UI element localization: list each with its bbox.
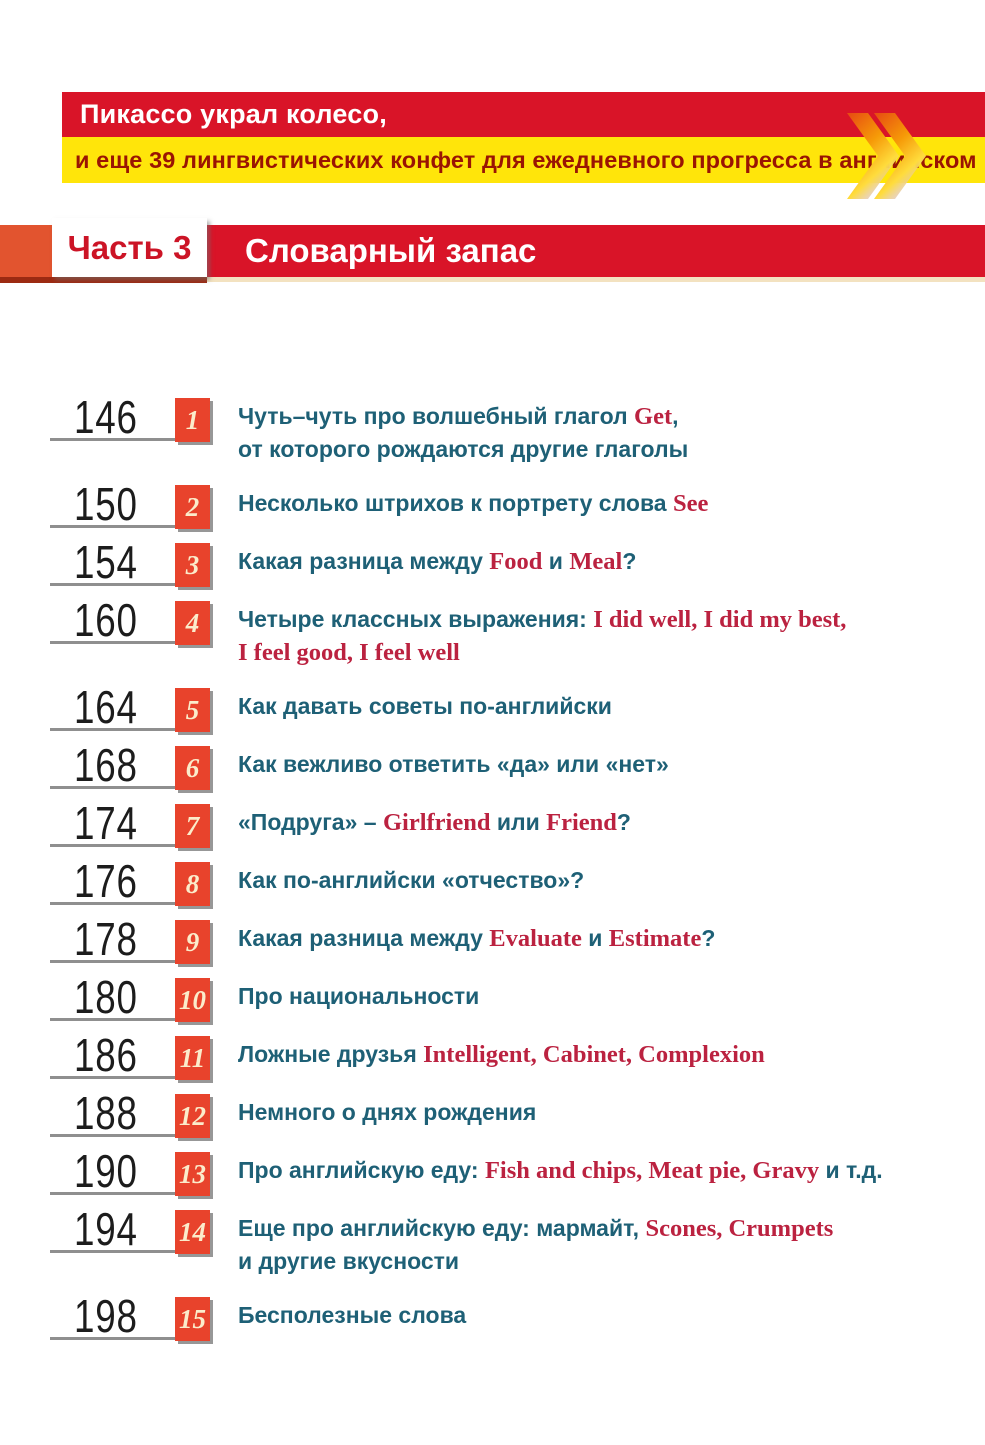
chapter-title [238, 394, 688, 466]
toc-entry [50, 797, 955, 849]
toc-entry [50, 391, 955, 466]
page-number-cell [50, 1203, 210, 1255]
title-text: и [581, 925, 609, 951]
title-english-term: Friend [546, 809, 617, 836]
title-english-term: Scones, Crumpets [645, 1215, 834, 1242]
page-number: 188 [74, 1087, 138, 1139]
page-number: 190 [74, 1145, 138, 1197]
title-text: Как по-английски «отчество»? [238, 867, 585, 893]
chapter-number-badge: 3 [175, 543, 210, 587]
page-number-cell [50, 391, 210, 443]
toc-entry [50, 855, 955, 907]
toc-entry [50, 536, 955, 588]
title-text: ? [622, 548, 637, 574]
toc-list [50, 391, 955, 1351]
chapter-number-badge: 5 [175, 688, 210, 732]
page-number-cell [50, 1290, 210, 1342]
toc-entry [50, 1029, 955, 1081]
part-label-card [52, 218, 207, 277]
chapter-number-badge: 6 [175, 746, 210, 790]
page-number: 146 [74, 391, 138, 443]
page-number: 174 [74, 797, 138, 849]
page-number: 154 [74, 536, 138, 588]
title-text: Четыре классных выражения: [238, 606, 594, 632]
title-english-term: I feel good, I feel well [238, 639, 460, 666]
chapter-number-badge: 12 [175, 1094, 210, 1138]
chapter-number-badge: 10 [175, 978, 210, 1022]
chapter-title [238, 1293, 466, 1332]
page-number: 168 [74, 739, 138, 791]
page-number-cell [50, 536, 210, 588]
title-text: Как вежливо ответить «да» или «нет» [238, 751, 669, 777]
chapter-title [238, 1206, 833, 1278]
toc-entry [50, 739, 955, 791]
banner-title: Пикассо украл колесо, [80, 99, 387, 129]
title-text: от которого рождаются другие глаголы [238, 436, 689, 462]
page-number-cell [50, 594, 210, 646]
title-text: и [542, 548, 570, 574]
toc-entry [50, 478, 955, 530]
chapter-title [238, 684, 612, 723]
chapter-title [238, 539, 636, 578]
chapter-number-badge: 15 [175, 1297, 210, 1341]
toc-entry [50, 971, 955, 1023]
section-title-bar [207, 225, 985, 282]
title-text: Бесполезные слова [238, 1302, 467, 1328]
chapter-number-badge: 14 [175, 1210, 210, 1254]
title-text: Чуть–чуть про волшебный глагол [238, 403, 635, 429]
chapter-title [238, 1148, 883, 1187]
chapter-title [238, 800, 631, 839]
chapter-title [238, 481, 708, 520]
page-number-cell [50, 478, 210, 530]
chapter-number-badge: 1 [175, 398, 210, 442]
page-number: 160 [74, 594, 138, 646]
title-text: «Подруга» – [238, 809, 383, 835]
title-text: Какая разница между [238, 548, 490, 574]
toc-entry [50, 1087, 955, 1139]
chapter-title [238, 974, 479, 1013]
page-number-cell [50, 1145, 210, 1197]
chapter-number-badge: 8 [175, 862, 210, 906]
title-english-term: See [672, 490, 709, 517]
double-chevron-right-icon [847, 113, 927, 199]
page-number-cell [50, 797, 210, 849]
title-english-term: Food [489, 548, 543, 575]
page-number: 194 [74, 1203, 138, 1255]
title-text: Как давать советы по-английски [238, 693, 612, 719]
title-english-term: Meal [569, 548, 623, 575]
toc-entry [50, 594, 955, 669]
page-number: 198 [74, 1290, 138, 1342]
chapter-title [238, 1032, 765, 1071]
title-english-term: Girlfriend [382, 809, 491, 836]
title-english-term: Get [634, 403, 673, 430]
chapter-number-badge: 11 [175, 1036, 210, 1080]
chapter-number-badge: 7 [175, 804, 210, 848]
title-text: , [672, 403, 679, 429]
title-text: и т.д. [819, 1157, 883, 1183]
header-banner [62, 92, 985, 183]
page-number-cell [50, 1029, 210, 1081]
title-text: Несколько штрихов к портрету слова [238, 490, 673, 516]
page-number: 164 [74, 681, 138, 733]
chapter-title [238, 858, 584, 897]
title-english-term: I did well, I did my best, [593, 606, 847, 633]
toc-entry [50, 1145, 955, 1197]
chapter-number-badge: 2 [175, 485, 210, 529]
title-text: Про английскую еду: [238, 1157, 485, 1183]
banner-subtitle: и еще 39 лингвистических конфет для ежедневного прогресса в английском [75, 146, 977, 173]
toc-entry [50, 681, 955, 733]
page-number-cell [50, 681, 210, 733]
title-text: Ложные друзья [238, 1041, 424, 1067]
chapter-title [238, 597, 846, 669]
title-text: Про национальности [238, 983, 480, 1009]
toc-entry [50, 1290, 955, 1342]
toc-entry [50, 1203, 955, 1278]
title-english-term: Estimate [608, 925, 702, 952]
section-title: Словарный запас [245, 232, 537, 269]
title-text: или [490, 809, 547, 835]
page-number: 150 [74, 478, 138, 530]
toc-entry [50, 913, 955, 965]
title-english-term: Intelligent, Cabinet, Complexion [423, 1041, 765, 1068]
chapter-number-badge: 9 [175, 920, 210, 964]
chapter-number-badge: 4 [175, 601, 210, 645]
title-text: ? [616, 809, 631, 835]
title-english-term: Evaluate [489, 925, 582, 952]
chapter-number-badge: 13 [175, 1152, 210, 1196]
page-number: 178 [74, 913, 138, 965]
page-number: 186 [74, 1029, 138, 1081]
page-number-cell [50, 855, 210, 907]
chapter-title [238, 916, 715, 955]
title-text: Немного о днях рождения [238, 1099, 537, 1125]
title-text: Еще про английскую еду: мармайт, [238, 1215, 646, 1241]
title-english-term: Fish and chips, Meat pie, Gravy [484, 1157, 820, 1184]
part-label: Часть 3 [67, 228, 192, 266]
page-number-cell [50, 971, 210, 1023]
chapter-title [238, 742, 669, 781]
title-text: Какая разница между [238, 925, 490, 951]
part-accent-block [0, 225, 52, 277]
page-number: 176 [74, 855, 138, 907]
title-text: ? [701, 925, 716, 951]
title-text: и другие вкусности [238, 1248, 460, 1274]
chapter-title [238, 1090, 536, 1129]
part-header [0, 218, 985, 292]
page-number-cell [50, 1087, 210, 1139]
page-number-cell [50, 913, 210, 965]
page-number-cell [50, 739, 210, 791]
part-underline-strip [0, 277, 207, 283]
page-number: 180 [74, 971, 138, 1023]
